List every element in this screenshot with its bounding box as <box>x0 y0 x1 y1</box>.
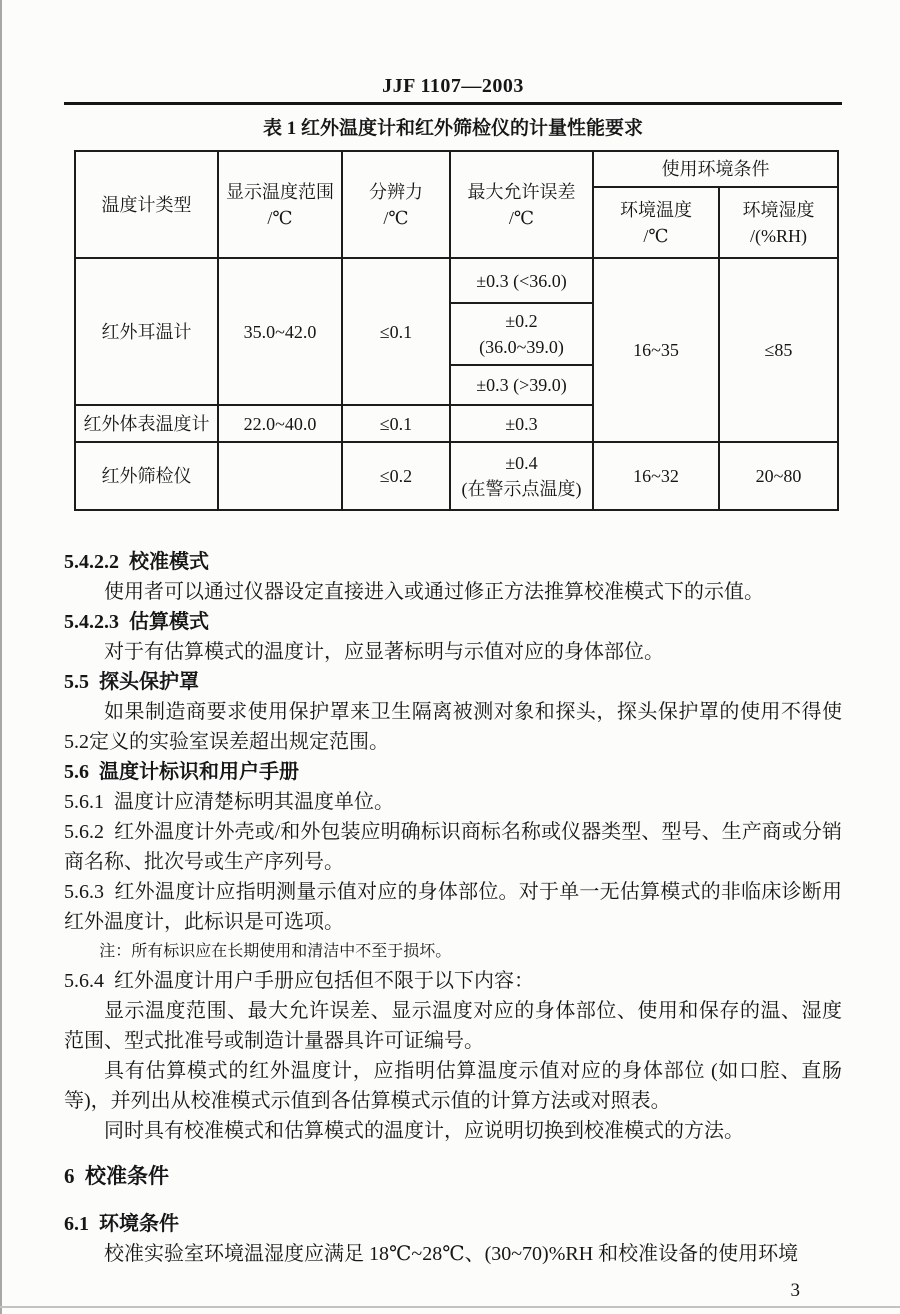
doc-number-header: JJF 1107—2003 <box>382 75 524 97</box>
cell-screening-env-temp: 16~32 <box>593 442 719 510</box>
section-6-1-para: 校准实验室环境温湿度应满足 18℃~28℃、(30~70)%RH 和校准设备的使用环境 <box>104 1243 799 1265</box>
cell-screening-mpe <box>450 442 593 510</box>
section-6-1-heading: 6.1 环境条件 <box>64 1213 179 1235</box>
cell-skin-mpe: ±0.3 <box>450 405 593 442</box>
clause-5-6-4-para-1: 显示温度范围、最大允许误差、显示温度对应的身体部位、使用和保存的温、湿度范围、型式批准号或制造计量器具许可证编号。 <box>64 1000 842 1052</box>
section-5-5-para: 如果制造商要求使用保护罩来卫生隔离被测对象和探头，探头保护罩的使用不得使5.2定义的实验室误差超出规定范围。 <box>64 701 842 753</box>
header-rule <box>64 102 842 105</box>
col-header-env-hum-label: 环境湿度 <box>742 199 815 220</box>
cell-ear-range: 35.0~42.0 <box>218 258 342 405</box>
col-header-range-label: 显示温度范围 <box>226 181 334 202</box>
section-5-4-2-2-heading: 5.4.2.2 校准模式 <box>64 551 209 573</box>
cell-ear-mpe-low: ±0.3 (<36.0) <box>450 258 593 303</box>
col-header-range <box>218 151 342 258</box>
page-left-edge-line <box>0 0 2 1314</box>
table-title: 表 1 红外温度计和红外筛检仪的计量性能要求 <box>262 118 643 139</box>
col-header-resolution-label: 分辨力 <box>369 181 423 202</box>
col-header-env-hum <box>719 187 838 258</box>
performance-table <box>74 150 839 511</box>
cell-screening-env-hum: 20~80 <box>719 442 838 510</box>
chapter-6-heading: 6 校准条件 <box>64 1164 169 1188</box>
col-header-environment-group: 使用环境条件 <box>593 151 838 187</box>
cell-skin-range: 22.0~40.0 <box>218 405 342 442</box>
section-5-6-heading: 5.6 温度计标识和用户手册 <box>64 761 299 783</box>
cell-env-temp-shared: 16~35 <box>593 258 719 442</box>
col-header-range-unit: /℃ <box>267 207 293 228</box>
cell-ear-mpe-mid <box>450 303 593 365</box>
cell-screening-resolution: ≤0.2 <box>342 442 450 510</box>
note-label-durability: 注：所有标识应在长期使用和清洁中不至于损坏。 <box>99 943 452 960</box>
cell-screening-mpe-value: ±0.4 <box>505 453 538 473</box>
body-text <box>64 547 842 1269</box>
cell-ear-type: 红外耳温计 <box>75 258 218 405</box>
cell-screening-type: 红外筛检仪 <box>75 442 218 510</box>
cell-ear-mpe-mid-range: (36.0~39.0) <box>479 337 564 357</box>
col-header-resolution <box>342 151 450 258</box>
cell-screening-mpe-condition: (在警示点温度) <box>461 479 582 499</box>
cell-ear-resolution: ≤0.1 <box>342 258 450 405</box>
col-header-env-temp <box>593 187 719 258</box>
section-5-5-heading: 5.5 探头保护罩 <box>64 671 199 693</box>
col-header-mpe-label: 最大允许误差 <box>467 181 576 202</box>
section-5-4-2-3-heading: 5.4.2.3 估算模式 <box>64 611 209 633</box>
clause-5-6-4-para-2: 具有估算模式的红外温度计，应指明估算温度示值对应的身体部位 (如口腔、直肠等)，并列出从校准模式示值到各估算模式示值的计算方法或对照表。 <box>64 1060 842 1112</box>
col-header-type: 温度计类型 <box>75 151 218 258</box>
clause-5-6-4: 5.6.4 红外温度计用户手册应包括但不限于以下内容： <box>64 970 534 992</box>
table-row-screening-instrument <box>75 442 838 510</box>
cell-skin-type: 红外体表温度计 <box>75 405 218 442</box>
cell-ear-mpe-high: ±0.3 (>39.0) <box>450 365 593 405</box>
page-content <box>0 74 900 1303</box>
section-5-4-2-2-para: 使用者可以通过仪器设定直接进入或通过修正方法推算校准模式下的示值。 <box>104 581 764 603</box>
clause-5-6-1: 5.6.1 温度计应清楚标明其温度单位。 <box>64 791 394 813</box>
cell-ear-mpe-mid-value: ±0.2 <box>505 311 538 331</box>
col-header-mpe <box>450 151 593 258</box>
cell-env-hum-shared: ≤85 <box>719 258 838 442</box>
col-header-mpe-unit: /℃ <box>508 207 535 228</box>
page-bottom-edge-line <box>0 1306 900 1308</box>
clause-5-6-3: 5.6.3 红外温度计应指明测量示值对应的身体部位。对于单一无估算模式的非临床诊断用红外温度计，此标识是可选项。 <box>64 881 842 933</box>
table-row-ear-thermometer <box>75 258 838 303</box>
col-header-env-temp-label: 环境温度 <box>620 199 692 220</box>
page-number: 3 <box>790 1280 800 1301</box>
cell-skin-resolution: ≤0.1 <box>342 405 450 442</box>
clause-5-6-4-para-3: 同时具有校准模式和估算模式的温度计，应说明切换到校准模式的方法。 <box>104 1120 744 1142</box>
table-header-row-1 <box>75 151 838 187</box>
col-header-env-hum-unit: /(%RH) <box>750 225 807 246</box>
section-5-4-2-3-para: 对于有估算模式的温度计，应显著标明与示值对应的身体部位。 <box>104 641 664 663</box>
col-header-resolution-unit: /℃ <box>383 207 409 228</box>
clause-5-6-2: 5.6.2 红外温度计外壳或/和外包装应明确标识商标名称或仪器类型、型号、生产商或分销商名称、批次号或生产序列号。 <box>64 821 842 873</box>
col-header-env-temp-unit: /℃ <box>643 225 669 246</box>
cell-screening-range <box>218 442 342 510</box>
